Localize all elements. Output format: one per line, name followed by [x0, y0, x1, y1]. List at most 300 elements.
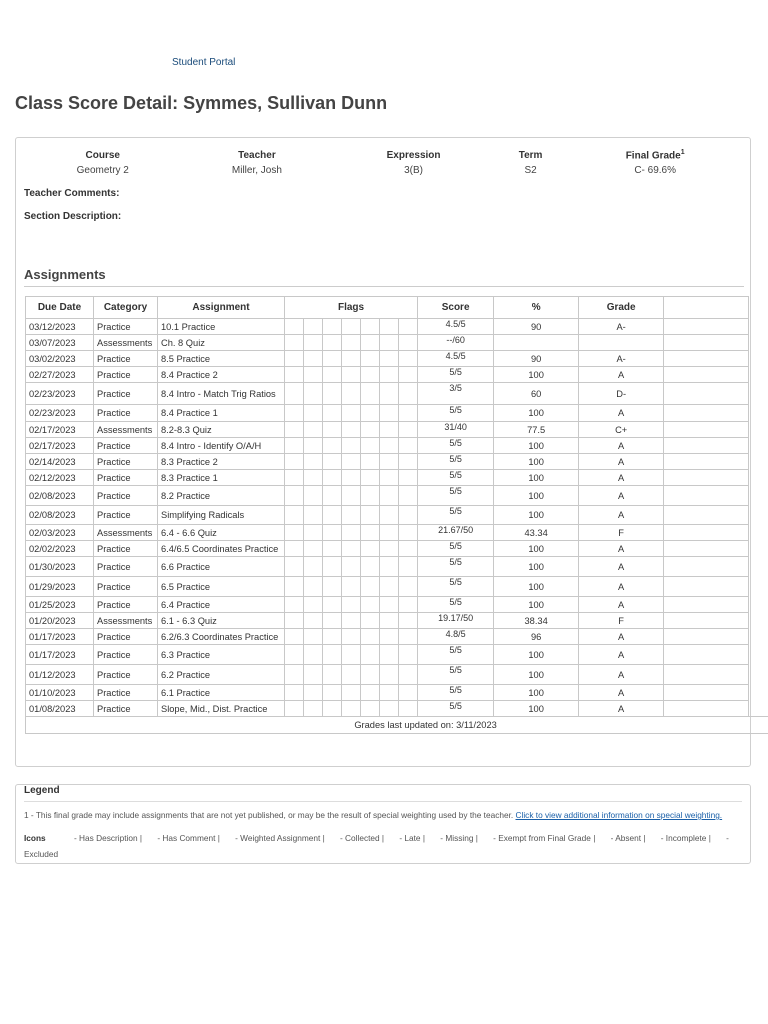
- category-cell: Assessments: [94, 613, 158, 629]
- term-value: S2: [524, 164, 537, 176]
- percent-cell: 90: [494, 351, 579, 367]
- flag-cell: [323, 645, 342, 665]
- grade-cell: A: [579, 454, 664, 470]
- collected-icon-legend-item: - Collected |: [339, 833, 385, 843]
- flag-cell: [304, 405, 323, 422]
- percent-header[interactable]: %: [494, 297, 579, 319]
- assignment-name-cell[interactable]: 8.2 Practice: [158, 486, 285, 506]
- flag-cell: [304, 335, 323, 351]
- flag-cell: [285, 613, 304, 629]
- flag-cell: [323, 383, 342, 405]
- percent-cell: 100: [494, 541, 579, 557]
- flag-cell: [342, 486, 361, 506]
- late-icon-legend-item: - Late |: [399, 833, 426, 843]
- flag-cell: [399, 613, 418, 629]
- flag-cell: [323, 470, 342, 486]
- final-grade-value: C- 69.6%: [634, 164, 677, 176]
- due-date-cell: 02/08/2023: [26, 486, 94, 506]
- flag-cell: [342, 557, 361, 577]
- due-date-cell: 02/23/2023: [26, 383, 94, 405]
- grade-cell: A: [579, 685, 664, 701]
- assignment-row[interactable]: [26, 557, 768, 577]
- extra-cell: [664, 665, 749, 685]
- score-cell[interactable]: 5/5: [418, 506, 494, 525]
- flag-cell: [342, 422, 361, 438]
- flag-cell: [285, 438, 304, 454]
- assignment-name-cell[interactable]: 6.2/6.3 Coordinates Practice: [158, 629, 285, 645]
- flag-cell: [285, 557, 304, 577]
- percent-cell: 43.34: [494, 525, 579, 541]
- score-cell[interactable]: 5/5: [418, 665, 494, 685]
- flag-cell: [399, 486, 418, 506]
- flag-cell: [399, 506, 418, 525]
- teacher-comments-label: Teacher Comments:: [24, 188, 120, 199]
- category-cell: Assessments: [94, 422, 158, 438]
- flag-cell: [285, 525, 304, 541]
- flags-header: Flags: [285, 297, 418, 319]
- score-cell[interactable]: --/60: [418, 335, 494, 351]
- assignment-name-cell[interactable]: 6.3 Practice: [158, 645, 285, 665]
- flag-cell: [380, 351, 399, 367]
- score-cell[interactable]: 19.17/50: [418, 613, 494, 629]
- exempt-icon-legend-item: - Exempt from Final Grade |: [493, 833, 596, 843]
- flag-cell: [380, 405, 399, 422]
- category-cell: Practice: [94, 454, 158, 470]
- flag-cell: [380, 367, 399, 383]
- flag-cell: [285, 454, 304, 470]
- assignment-row[interactable]: [26, 383, 768, 405]
- flag-cell: [380, 597, 399, 613]
- flag-cell: [323, 335, 342, 351]
- flag-cell: [304, 577, 323, 597]
- flag-cell: [342, 351, 361, 367]
- category-cell: Practice: [94, 367, 158, 383]
- percent-cell: 100: [494, 701, 579, 717]
- flag-cell: [399, 525, 418, 541]
- assignment-row[interactable]: [26, 319, 768, 335]
- percent-cell: 100: [494, 685, 579, 701]
- flag-cell: [323, 685, 342, 701]
- assignment-row[interactable]: [26, 367, 768, 383]
- flag-cell: [380, 701, 399, 717]
- flag-cell: [380, 486, 399, 506]
- category-cell: Practice: [94, 645, 158, 665]
- flag-cell: [323, 422, 342, 438]
- flag-cell: [342, 629, 361, 645]
- legend-title: Legend: [24, 785, 60, 796]
- flag-cell: [342, 506, 361, 525]
- assignment-name-cell[interactable]: 6.1 - 6.3 Quiz: [158, 613, 285, 629]
- assignment-row[interactable]: [26, 597, 768, 613]
- extra-cell: [664, 351, 749, 367]
- final-grade-header: Final Grade$^1$: [625, 148, 685, 162]
- teacher-value: Miller, Josh: [231, 164, 282, 176]
- flag-cell: [323, 597, 342, 613]
- due-date-header[interactable]: Due Date: [26, 297, 94, 319]
- category-cell: Practice: [94, 685, 158, 701]
- flag-cell: [361, 486, 380, 506]
- grade-header[interactable]: Grade: [579, 297, 664, 319]
- flag-cell: [361, 405, 380, 422]
- score-cell[interactable]: 4.5/5: [418, 351, 494, 367]
- expression-value: 3(B): [404, 164, 424, 176]
- weighted-icon-legend-item: - Weighted Assignment |: [235, 833, 325, 843]
- flag-cell: [323, 367, 342, 383]
- score-cell[interactable]: 5/5: [418, 557, 494, 577]
- page-title: Class Score Detail: Symmes, Sullivan Dunn: [15, 93, 388, 113]
- flag-cell: [323, 454, 342, 470]
- score-cell[interactable]: 5/5: [418, 701, 494, 717]
- assignment-row[interactable]: [26, 454, 768, 470]
- flag-cell: [323, 665, 342, 685]
- flag-cell: [323, 438, 342, 454]
- flag-cell: [323, 557, 342, 577]
- percent-cell: 100: [494, 367, 579, 383]
- flag-cell: [342, 577, 361, 597]
- due-date-cell: 01/12/2023: [26, 665, 94, 685]
- flag-cell: [399, 577, 418, 597]
- flag-cell: [399, 557, 418, 577]
- assignment-header[interactable]: Assignment: [158, 297, 285, 319]
- grade-cell: A: [579, 405, 664, 422]
- assignment-row[interactable]: [26, 613, 768, 629]
- assignment-name-cell[interactable]: 6.1 Practice: [158, 685, 285, 701]
- extra-cell: [664, 685, 749, 701]
- percent-cell: 100: [494, 486, 579, 506]
- flag-cell: [399, 597, 418, 613]
- course-header: Course: [85, 149, 120, 161]
- flag-cell: [285, 367, 304, 383]
- due-date-cell: 02/03/2023: [26, 525, 94, 541]
- course-value: Geometry 2: [76, 164, 129, 176]
- assignment-row[interactable]: [26, 541, 768, 557]
- assignment-row[interactable]: [26, 405, 768, 422]
- excluded-icon-legend-item: - Excluded: [24, 833, 729, 859]
- category-cell: Practice: [94, 319, 158, 335]
- score-header[interactable]: Score: [418, 297, 494, 319]
- assignment-name-cell[interactable]: 6.4/6.5 Coordinates Practice: [158, 541, 285, 557]
- score-cell[interactable]: 5/5: [418, 486, 494, 506]
- score-cell[interactable]: 5/5: [418, 454, 494, 470]
- extra-cell: [664, 645, 749, 665]
- assignment-row[interactable]: [26, 525, 768, 541]
- category-cell: Practice: [94, 470, 158, 486]
- flag-cell: [342, 597, 361, 613]
- percent-cell: 100: [494, 470, 579, 486]
- assignment-row[interactable]: [26, 577, 768, 597]
- assignment-name-cell[interactable]: 8.4 Practice 1: [158, 405, 285, 422]
- flag-cell: [361, 351, 380, 367]
- flag-cell: [399, 665, 418, 685]
- flag-cell: [399, 438, 418, 454]
- assignment-name-cell[interactable]: 8.4 Intro - Identify O/A/H: [158, 438, 285, 454]
- percent-cell: 96: [494, 629, 579, 645]
- due-date-cell: 01/30/2023: [26, 557, 94, 577]
- grade-cell: [579, 335, 664, 351]
- flag-cell: [399, 319, 418, 335]
- flag-cell: [323, 506, 342, 525]
- extra-cell: [664, 597, 749, 613]
- due-date-cell: 01/08/2023: [26, 701, 94, 717]
- grades-last-updated: Grades last updated on: 3/11/2023: [26, 717, 768, 734]
- grade-cell: F: [579, 613, 664, 629]
- score-cell[interactable]: 5/5: [418, 470, 494, 486]
- flag-cell: [399, 367, 418, 383]
- assignment-name-cell[interactable]: 8.3 Practice 1: [158, 470, 285, 486]
- score-cell[interactable]: 31/40: [418, 422, 494, 438]
- score-cell[interactable]: 4.5/5: [418, 319, 494, 335]
- flag-cell: [285, 685, 304, 701]
- legend-panel: [15, 784, 751, 864]
- category-cell: Assessments: [94, 525, 158, 541]
- score-cell[interactable]: 5/5: [418, 405, 494, 422]
- legend-icons: [24, 830, 744, 862]
- grade-cell: A: [579, 541, 664, 557]
- percent-cell: 100: [494, 597, 579, 613]
- extra-cell: [664, 577, 749, 597]
- due-date-cell: 01/17/2023: [26, 645, 94, 665]
- score-cell[interactable]: 5/5: [418, 685, 494, 701]
- category-cell: Practice: [94, 351, 158, 367]
- teacher-header: Teacher: [238, 149, 276, 161]
- extra-cell: [664, 383, 749, 405]
- assignment-row[interactable]: [26, 629, 768, 645]
- assignment-row[interactable]: [26, 685, 768, 701]
- flag-cell: [304, 557, 323, 577]
- flag-cell: [285, 541, 304, 557]
- icons-label: Icons: [24, 833, 46, 843]
- flag-cell: [342, 405, 361, 422]
- assignment-row[interactable]: [26, 351, 768, 367]
- assignment-name-cell[interactable]: Simplifying Radicals: [158, 506, 285, 525]
- grade-cell: A: [579, 486, 664, 506]
- flag-cell: [361, 685, 380, 701]
- assignment-name-cell[interactable]: 10.1 Practice: [158, 319, 285, 335]
- category-cell: Practice: [94, 405, 158, 422]
- percent-cell: 100: [494, 577, 579, 597]
- flag-cell: [361, 422, 380, 438]
- extra-cell: [664, 335, 749, 351]
- extra-cell: [664, 367, 749, 383]
- due-date-cell: 01/29/2023: [26, 577, 94, 597]
- score-cell[interactable]: 5/5: [418, 541, 494, 557]
- percent-cell: 100: [494, 557, 579, 577]
- assignment-row[interactable]: [26, 506, 768, 525]
- category-cell: Practice: [94, 541, 158, 557]
- due-date-cell: 02/14/2023: [26, 454, 94, 470]
- flag-cell: [361, 454, 380, 470]
- assignments-divider: [24, 286, 744, 287]
- percent-cell: [494, 335, 579, 351]
- flag-cell: [399, 383, 418, 405]
- assignment-name-cell[interactable]: Ch. 8 Quiz: [158, 335, 285, 351]
- flag-cell: [361, 470, 380, 486]
- assignment-name-cell[interactable]: 6.2 Practice: [158, 665, 285, 685]
- flag-cell: [304, 319, 323, 335]
- percent-cell: 100: [494, 454, 579, 470]
- flag-cell: [361, 383, 380, 405]
- flag-cell: [304, 454, 323, 470]
- flag-cell: [361, 577, 380, 597]
- flag-cell: [285, 470, 304, 486]
- flag-cell: [323, 629, 342, 645]
- assignment-row[interactable]: [26, 438, 768, 454]
- score-cell[interactable]: 21.67/50: [418, 525, 494, 541]
- flag-cell: [361, 701, 380, 717]
- due-date-cell: 03/02/2023: [26, 351, 94, 367]
- due-date-cell: 02/02/2023: [26, 541, 94, 557]
- flag-cell: [361, 525, 380, 541]
- flag-cell: [304, 525, 323, 541]
- flag-cell: [304, 645, 323, 665]
- flag-cell: [342, 319, 361, 335]
- assignment-row[interactable]: [26, 665, 768, 685]
- extra-cell: [664, 470, 749, 486]
- flag-cell: [285, 645, 304, 665]
- flag-cell: [399, 701, 418, 717]
- flag-cell: [361, 613, 380, 629]
- flag-cell: [285, 383, 304, 405]
- grade-cell: A: [579, 665, 664, 685]
- flag-cell: [304, 422, 323, 438]
- assignment-row[interactable]: [26, 645, 768, 665]
- score-cell[interactable]: 5/5: [418, 367, 494, 383]
- flag-cell: [361, 629, 380, 645]
- flag-cell: [342, 367, 361, 383]
- category-cell: Practice: [94, 577, 158, 597]
- due-date-cell: 03/07/2023: [26, 335, 94, 351]
- flag-cell: [304, 665, 323, 685]
- comment-icon-legend-item: - Has Comment |: [157, 833, 220, 843]
- category-cell: Practice: [94, 597, 158, 613]
- due-date-cell: 02/17/2023: [26, 422, 94, 438]
- flag-cell: [285, 577, 304, 597]
- score-cell[interactable]: 5/5: [418, 577, 494, 597]
- grade-cell: A: [579, 645, 664, 665]
- class-detail-card: [15, 137, 751, 767]
- section-description-label: Section Description:: [24, 211, 122, 222]
- flag-cell: [285, 351, 304, 367]
- flag-cell: [304, 367, 323, 383]
- student-portal-link[interactable]: Student Portal: [172, 57, 236, 68]
- assignment-name-cell[interactable]: 6.4 Practice: [158, 597, 285, 613]
- score-cell[interactable]: 5/5: [418, 438, 494, 454]
- term-header: Term: [518, 149, 543, 161]
- grade-cell: D-: [579, 383, 664, 405]
- missing-icon-legend-item: - Missing |: [440, 833, 478, 843]
- flag-cell: [285, 335, 304, 351]
- assignment-name-cell[interactable]: 6.6 Practice: [158, 557, 285, 577]
- assignment-row[interactable]: [26, 335, 768, 351]
- score-cell[interactable]: 4.8/5: [418, 629, 494, 645]
- assignment-name-cell[interactable]: 8.4 Practice 2: [158, 367, 285, 383]
- flag-cell: [285, 629, 304, 645]
- extra-cell: [664, 506, 749, 525]
- flag-cell: [304, 541, 323, 557]
- flag-cell: [304, 351, 323, 367]
- flag-cell: [399, 422, 418, 438]
- flag-cell: [380, 613, 399, 629]
- category-cell: Practice: [94, 665, 158, 685]
- flag-cell: [323, 701, 342, 717]
- assignment-name-cell[interactable]: 8.2-8.3 Quiz: [158, 422, 285, 438]
- assignment-name-cell[interactable]: 8.4 Intro - Match Trig Ratios: [158, 383, 285, 405]
- flag-cell: [380, 454, 399, 470]
- assignment-name-cell[interactable]: 8.3 Practice 2: [158, 454, 285, 470]
- extra-cell: [664, 613, 749, 629]
- category-cell: Assessments: [94, 335, 158, 351]
- expression-header: Expression: [386, 149, 441, 161]
- flag-cell: [304, 470, 323, 486]
- flag-cell: [399, 629, 418, 645]
- flag-cell: [342, 541, 361, 557]
- flag-cell: [323, 319, 342, 335]
- flag-cell: [342, 685, 361, 701]
- flag-cell: [285, 665, 304, 685]
- score-cell[interactable]: 3/5: [418, 383, 494, 405]
- grade-cell: C+: [579, 422, 664, 438]
- category-cell: Practice: [94, 557, 158, 577]
- flag-cell: [342, 470, 361, 486]
- flag-cell: [342, 701, 361, 717]
- score-cell[interactable]: 5/5: [418, 597, 494, 613]
- flag-cell: [380, 470, 399, 486]
- flag-cell: [380, 422, 399, 438]
- due-date-cell: 02/17/2023: [26, 438, 94, 454]
- grade-cell: A: [579, 367, 664, 383]
- assignment-name-cell[interactable]: 6.4 - 6.6 Quiz: [158, 525, 285, 541]
- flag-cell: [380, 685, 399, 701]
- extra-cell: [664, 557, 749, 577]
- flag-cell: [361, 319, 380, 335]
- legend-note: [24, 810, 744, 820]
- assignments-heading: Assignments: [24, 267, 106, 282]
- flag-cell: [323, 577, 342, 597]
- assignment-name-cell[interactable]: Slope, Mid., Dist. Practice: [158, 701, 285, 717]
- flag-cell: [323, 541, 342, 557]
- flag-cell: [304, 613, 323, 629]
- assignment-name-cell[interactable]: 6.5 Practice: [158, 577, 285, 597]
- extra-cell: [664, 486, 749, 506]
- flag-cell: [342, 383, 361, 405]
- flag-cell: [399, 645, 418, 665]
- grade-cell: A-: [579, 319, 664, 335]
- category-header[interactable]: Category: [94, 297, 158, 319]
- flag-cell: [323, 613, 342, 629]
- special-weighting-link[interactable]: Click to view additional information on special weighting.: [515, 810, 723, 820]
- flag-cell: [285, 486, 304, 506]
- flag-cell: [380, 506, 399, 525]
- due-date-cell: 01/20/2023: [26, 613, 94, 629]
- assignment-row[interactable]: [26, 470, 768, 486]
- category-cell: Practice: [94, 629, 158, 645]
- description-icon-legend-item: - Has Description |: [73, 833, 143, 843]
- assignment-row[interactable]: [26, 422, 768, 438]
- assignment-name-cell[interactable]: 8.5 Practice: [158, 351, 285, 367]
- assignment-row[interactable]: [26, 486, 768, 506]
- flag-cell: [323, 405, 342, 422]
- extra-cell: [664, 525, 749, 541]
- assignment-row[interactable]: [26, 701, 768, 717]
- flag-cell: [399, 470, 418, 486]
- grade-cell: A: [579, 701, 664, 717]
- extra-header: [664, 297, 749, 319]
- flag-cell: [361, 335, 380, 351]
- score-cell[interactable]: 5/5: [418, 645, 494, 665]
- due-date-cell: 02/23/2023: [26, 405, 94, 422]
- flag-cell: [304, 701, 323, 717]
- flag-cell: [342, 613, 361, 629]
